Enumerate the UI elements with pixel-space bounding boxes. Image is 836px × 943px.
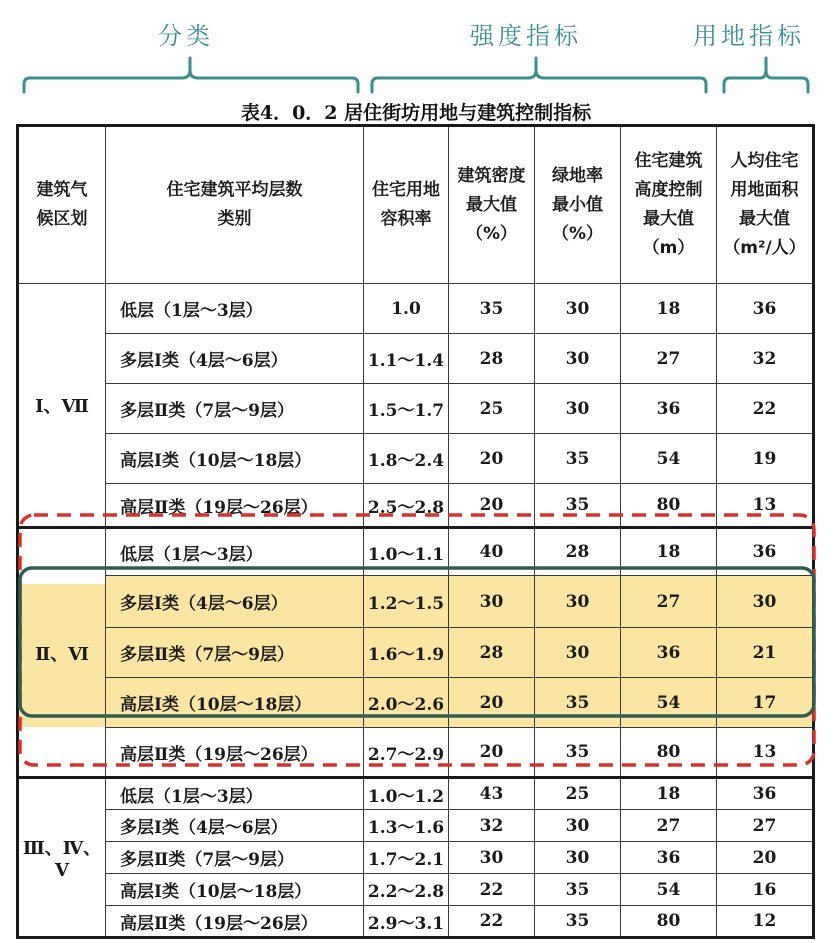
cell-density: 30	[449, 576, 535, 628]
cell-green: 28	[535, 528, 621, 576]
cell-density: 35	[449, 284, 535, 334]
cell-density: 40	[449, 528, 535, 576]
cell-density: 25	[449, 384, 535, 434]
cell-green: 30	[535, 628, 621, 678]
cell-green: 35	[535, 678, 621, 728]
cell-height: 18	[621, 778, 717, 810]
cell-category: 低层（1层～3层）	[106, 284, 364, 334]
cell-far: 1.0	[364, 284, 449, 334]
category-brace	[24, 58, 358, 92]
table-row	[18, 434, 814, 484]
cell-far: 2.9～3.1	[364, 906, 449, 938]
cell-far: 2.5～2.8	[364, 484, 449, 528]
col-header-height: 住宅建筑 高度控制 最大值 （m）	[621, 126, 717, 284]
cell-height: 27	[621, 810, 717, 842]
col-header-climate: 建筑气 候区划	[18, 126, 106, 284]
cell-height: 18	[621, 284, 717, 334]
cell-far: 2.2～2.8	[364, 874, 449, 906]
table-row	[18, 384, 814, 434]
table-row	[18, 528, 814, 576]
cell-far: 1.3～1.6	[364, 810, 449, 842]
cell-density: 22	[449, 874, 535, 906]
cell-area: 21	[717, 628, 814, 678]
cell-green: 35	[535, 874, 621, 906]
cell-area: 22	[717, 384, 814, 434]
cell-category: 高层Ⅱ类（19层～26层）	[106, 906, 364, 938]
table-row	[18, 576, 814, 628]
table-row	[18, 874, 814, 906]
cell-green: 35	[535, 906, 621, 938]
cell-height: 27	[621, 334, 717, 384]
col-header-far: 住宅用地 容积率	[364, 126, 449, 284]
table-header-row	[18, 126, 814, 284]
cell-height: 80	[621, 484, 717, 528]
cell-height: 54	[621, 678, 717, 728]
standards-table	[16, 124, 815, 939]
table-row	[18, 810, 814, 842]
cell-green: 30	[535, 284, 621, 334]
cell-density: 20	[449, 678, 535, 728]
table-row	[18, 678, 814, 728]
cell-region: Ⅰ、Ⅶ	[18, 284, 106, 528]
intensity-header: 强度指标	[470, 22, 582, 50]
cell-category: 多层Ⅱ类（7层～9层）	[106, 628, 364, 678]
cell-green: 35	[535, 484, 621, 528]
cell-area: 13	[717, 484, 814, 528]
cell-density: 28	[449, 334, 535, 384]
cell-far: 1.6～1.9	[364, 628, 449, 678]
cell-area: 36	[717, 778, 814, 810]
cell-height: 80	[621, 728, 717, 778]
cell-height: 36	[621, 628, 717, 678]
cell-area: 19	[717, 434, 814, 484]
cell-density: 28	[449, 628, 535, 678]
cell-height: 18	[621, 528, 717, 576]
cell-green: 35	[535, 728, 621, 778]
col-header-area: 人均住宅 用地面积 最大值 （m²/人）	[717, 126, 814, 284]
cell-density: 32	[449, 810, 535, 842]
category-header: 分类	[158, 22, 214, 50]
col-header-type: 住宅建筑平均层数 类别	[106, 126, 364, 284]
cell-area: 17	[717, 678, 814, 728]
cell-density: 30	[449, 842, 535, 874]
cell-height: 80	[621, 906, 717, 938]
cell-far: 1.2～1.5	[364, 576, 449, 628]
table-row	[18, 906, 814, 938]
standards-table-wrapper	[16, 124, 815, 939]
cell-height: 36	[621, 384, 717, 434]
cell-area: 20	[717, 842, 814, 874]
cell-density: 43	[449, 778, 535, 810]
cell-category: 高层Ⅱ类（19层～26层）	[106, 484, 364, 528]
cell-region: Ⅱ、Ⅵ	[18, 528, 106, 778]
table-row	[18, 778, 814, 810]
intensity-brace	[372, 58, 706, 92]
cell-far: 2.0～2.6	[364, 678, 449, 728]
table-row	[18, 728, 814, 778]
cell-area: 13	[717, 728, 814, 778]
cell-area: 12	[717, 906, 814, 938]
cell-far: 1.1～1.4	[364, 334, 449, 384]
cell-green: 30	[535, 334, 621, 384]
cell-green: 30	[535, 576, 621, 628]
cell-density: 20	[449, 434, 535, 484]
table-row	[18, 284, 814, 334]
cell-far: 1.0～1.2	[364, 778, 449, 810]
land-header: 用地指标	[693, 22, 805, 50]
cell-category: 低层（1层～3层）	[106, 528, 364, 576]
header-braces	[0, 52, 836, 96]
cell-area: 27	[717, 810, 814, 842]
col-header-density: 建筑密度 最大值 （%）	[449, 126, 535, 284]
cell-category: 多层Ⅱ类（7层～9层）	[106, 384, 364, 434]
cell-far: 1.7～2.1	[364, 842, 449, 874]
cell-green: 30	[535, 842, 621, 874]
cell-category: 高层Ⅱ类（19层～26层）	[106, 728, 364, 778]
cell-category: 高层Ⅰ类（10层～18层）	[106, 678, 364, 728]
cell-density: 22	[449, 906, 535, 938]
cell-area: 30	[717, 576, 814, 628]
cell-density: 20	[449, 484, 535, 528]
cell-green: 30	[535, 810, 621, 842]
land-brace	[724, 58, 808, 92]
cell-area: 36	[717, 528, 814, 576]
cell-height: 54	[621, 874, 717, 906]
table-body	[18, 126, 814, 938]
cell-category: 高层Ⅰ类（10层～18层）	[106, 874, 364, 906]
cell-green: 30	[535, 384, 621, 434]
cell-far: 1.8～2.4	[364, 434, 449, 484]
cell-area: 16	[717, 874, 814, 906]
cell-category: 高层Ⅰ类（10层～18层）	[106, 434, 364, 484]
cell-green: 25	[535, 778, 621, 810]
table-row	[18, 334, 814, 384]
cell-green: 35	[535, 434, 621, 484]
cell-height: 54	[621, 434, 717, 484]
cell-area: 32	[717, 334, 814, 384]
table-caption: 表4．0．2 居住街坊用地与建筑控制指标	[240, 102, 592, 124]
cell-region: Ⅲ、Ⅳ、Ⅴ	[18, 778, 106, 938]
cell-far: 1.0～1.1	[364, 528, 449, 576]
cell-height: 36	[621, 842, 717, 874]
cell-category: 多层Ⅰ类（4层～6层）	[106, 334, 364, 384]
cell-category: 多层Ⅱ类（7层～9层）	[106, 842, 364, 874]
cell-height: 27	[621, 576, 717, 628]
cell-far: 1.5～1.7	[364, 384, 449, 434]
col-header-green: 绿地率 最小值 （%）	[535, 126, 621, 284]
table-row	[18, 842, 814, 874]
table-row	[18, 628, 814, 678]
cell-far: 2.7～2.9	[364, 728, 449, 778]
cell-category: 多层Ⅰ类（4层～6层）	[106, 576, 364, 628]
cell-density: 20	[449, 728, 535, 778]
cell-category: 多层Ⅰ类（4层～6层）	[106, 810, 364, 842]
table-row	[18, 484, 814, 528]
cell-category: 低层（1层～3层）	[106, 778, 364, 810]
cell-area: 36	[717, 284, 814, 334]
